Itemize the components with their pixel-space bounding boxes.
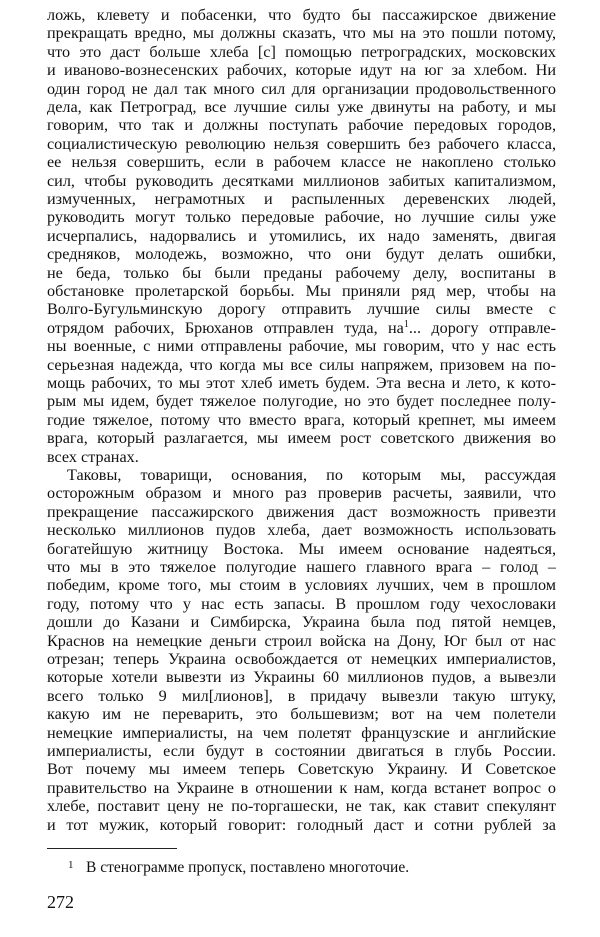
body-line: один город не дал так много сил для организации продовольственного <box>47 79 556 98</box>
body-line: прекращать вредно, мы должны сказать, что мы на это пошли потому, <box>47 24 556 43</box>
body-line: социалистическую революцию нельзя совершить без рабочего класса, <box>47 134 556 153</box>
body-line-paragraph-start: Таковы, товарищи, основания, по которым мы, рассуждая <box>67 466 556 484</box>
body-line: хлебе, поставит цену не по-торгашески, не так, как ставит спекулянт <box>47 797 556 816</box>
body-line: победим, кроме того, мы стоим в условиях лучших, чем в прошлом <box>47 576 556 595</box>
body-line: Краснов на немецкие деньги строил войска на Дону, Юг был от нас <box>47 631 556 650</box>
body-line: ее нельзя совершить, если в рабочем классе не накоплено столько <box>47 153 556 172</box>
body-line: рым мы идем, будет тяжелое полугодие, но это будет последнее полу- <box>47 392 556 411</box>
body-line: ложь, клевету и побасенки, что будто бы пассажирское движение <box>47 6 556 24</box>
footnote-text: В стенограмме пропуск, поставлено многоточие. <box>86 859 410 876</box>
body-line: какую им не переварить, это большевизм; вот на чем полетели <box>47 705 556 724</box>
body-line: и иваново-вознесенских рабочих, которые идут на юг за хлебом. Ни <box>47 61 556 80</box>
body-line: не беда, только бы были преданы рабочему делу, воспитаны в <box>47 263 556 282</box>
body-line: всего только 9 мил[лионов], в придачу вывезли такую штуку, <box>47 686 556 705</box>
body-line: обстановке пролетарской борьбы. Мы приняли ряд мер, чтобы на <box>47 282 556 300</box>
body-line: годие тяжелое, потому что вместо врага, который крепнет, мы имеем <box>47 410 556 429</box>
body-line: исчерпались, надорвались и утомились, их надо заменять, двигая <box>47 226 556 245</box>
body-line: году, потому что у нас есть запасы. В прошлом году чехословаки <box>47 594 556 613</box>
body-line: отрезан; теперь Украина освобождается от немецких империалистов, <box>47 650 556 668</box>
body-line: правительство на Украине в отношении к нам, когда встанет вопрос о <box>47 778 556 797</box>
body-line: богатейшую житницу Востока. Мы имеем основание надеяться, <box>47 539 556 558</box>
body-line: и тот мужик, который говорит: голодный даст и сотни рублей за <box>47 815 556 834</box>
body-line: сил, чтобы руководить десятками миллионов забитых капитализмом, <box>47 171 556 190</box>
body-line: несколько миллионов пудов хлеба, дает возможность использовать <box>47 521 556 540</box>
body-line: измученных, неграмотных и распыленных деревенских людей, <box>47 190 556 208</box>
body-line: империалисты, если будут в состоянии двигаться в глубь России. <box>47 742 556 760</box>
body-line: осторожным образом и много раз проверив расчеты, заявили, что <box>47 484 556 503</box>
body-line: Волго-Бугульминскую дорогу отправить лучшие силы вместе с <box>47 300 556 319</box>
footnote-reference: 1 <box>403 318 409 330</box>
body-line: мощь рабочих, то мы этот хлеб иметь будем. Эта весна и лето, к кото- <box>47 374 556 392</box>
body-line: врага, который разлагается, мы имеем рост советского движения во <box>47 429 556 448</box>
body-line: руководить могут только передовые рабочие, но лучшие силы уже <box>47 208 556 227</box>
body-line: что мы в это тяжелое полугодие нашего главного врага – голод – <box>47 558 556 576</box>
footnote-mark: 1 <box>68 859 74 871</box>
body-line: серьезная надежда, что когда мы все силы напряжем, призовем на по- <box>47 355 556 374</box>
body-line: Вот почему мы имеем теперь Советскую Украину. И Советское <box>47 760 556 779</box>
footnote-separator <box>47 848 177 849</box>
page-number: 272 <box>47 892 74 912</box>
body-line: немецкие империалисты, на чем полетят французские и английские <box>47 723 556 742</box>
body-line: ны военные, с ними отправлены рабочие, мы говорим, что у нас есть <box>47 337 556 356</box>
body-line: которые хотели вывезти из Украины 60 миллионов пудов, а вывезли <box>47 668 556 687</box>
body-line: говорим, что так и должны поступать рабочие передовых городов, <box>47 116 556 135</box>
body-line-with-footnote-ref <box>47 319 556 337</box>
body-line: дошли до Казани и Симбирска, Украина была под пятой немцев, <box>47 613 556 632</box>
body-line: дела, как Петроград, все лучшие силы уже двинуты на работу, и мы <box>47 98 556 116</box>
body-line: средняков, молодежь, возможно, что они будут делать ошибки, <box>47 245 556 264</box>
body-line-paragraph-end: всех странах. <box>47 447 139 466</box>
body-line: прекращение пассажирского движения даст возможность привезти <box>47 502 556 521</box>
body-line-text: отрядом рабочих, Брюханов отправлен туда, на <box>47 318 404 337</box>
body-line-text: ... дорогу отправле- <box>408 318 556 337</box>
body-line: что это даст больше хлеба [с] помощью петроградских, московских <box>47 42 556 61</box>
